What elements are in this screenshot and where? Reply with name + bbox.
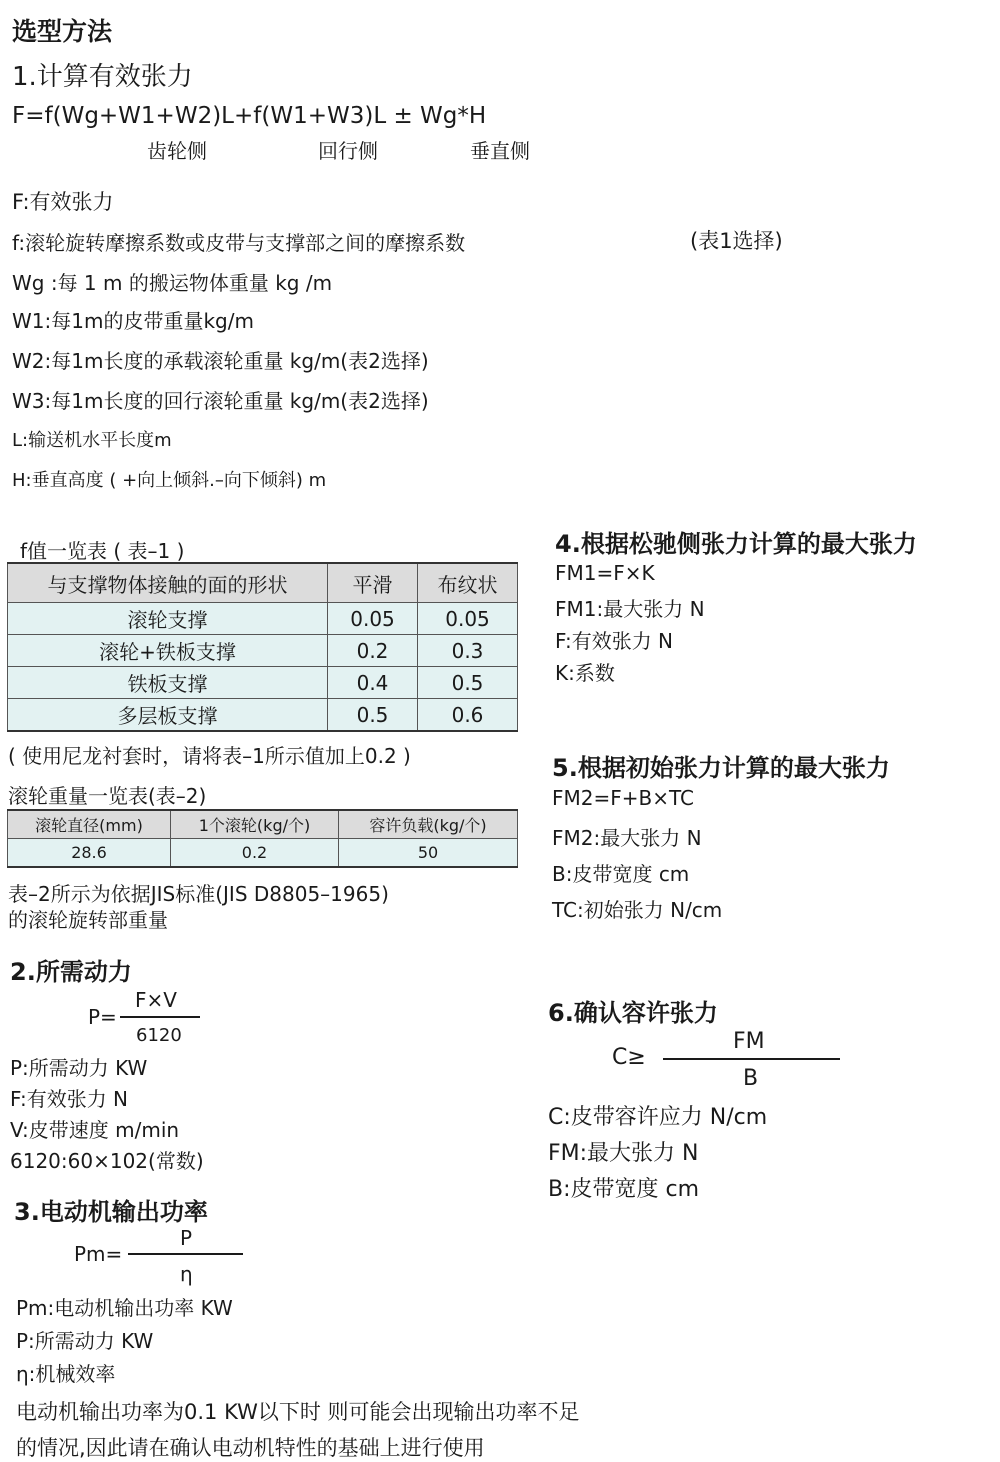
table1-caption: f值一览表 ( 表–1 ) — [20, 539, 185, 563]
table-header: 与支撑物体接触的面的形状 — [8, 563, 328, 603]
table2-caption: 滚轮重量一览表(表–2) — [8, 784, 207, 808]
def-L: L:输送机水平长度m — [12, 430, 172, 451]
table-row — [8, 699, 518, 732]
f-value-table — [7, 562, 518, 732]
section4-line: FM1=F×K — [555, 561, 655, 585]
table-cell: 0.4 — [328, 667, 418, 699]
def-W2: W2:每1m长度的承载滚轮重量 kg/m(表2选择) — [12, 349, 429, 373]
def-f-note: (表1选择) — [690, 229, 783, 253]
table-cell: 铁板支撑 — [8, 667, 328, 699]
def-P: P:所需动力 KW — [16, 1329, 154, 1353]
table-cell: 0.2 — [171, 839, 339, 868]
table-header: 布纹状 — [418, 563, 518, 603]
section4-line: K:系数 — [555, 661, 615, 685]
table-cell: 滚轮支撑 — [8, 603, 328, 635]
table-cell: 0.2 — [328, 635, 418, 667]
table-cell: 多层板支撑 — [8, 699, 328, 732]
table-cell: 0.05 — [328, 603, 418, 635]
table1-note: ( 使用尼龙衬套时，请将表–1所示值加上0.2 ) — [8, 744, 411, 768]
table-row — [8, 635, 518, 667]
table-row — [8, 667, 518, 699]
section5-line: FM2=F+B×TC — [552, 786, 694, 810]
def-eta: η:机械效率 — [16, 1362, 116, 1386]
def-constant: 6120:60×102(常数) — [10, 1149, 204, 1173]
table-row — [8, 603, 518, 635]
def-f: f:滚轮旋转摩擦系数或皮带与支撑部之间的摩擦系数 — [12, 231, 466, 255]
section2-heading: 2.所需动力 — [10, 958, 132, 986]
section3-note: 的情况,因此请在确认电动机特性的基础上进行使用 — [16, 1436, 485, 1460]
section1-heading: 1.计算有效张力 — [12, 62, 193, 92]
section5-heading: 5.根据初始张力计算的最大张力 — [552, 754, 890, 782]
section5-line: TC:初始张力 N/cm — [552, 898, 723, 922]
formula-denominator: 6120 — [136, 1025, 182, 1046]
table-cell: 滚轮+铁板支撑 — [8, 635, 328, 667]
table-cell: 0.5 — [328, 699, 418, 732]
table-header-row — [8, 810, 518, 839]
formula-label-gear: 齿轮侧 — [147, 139, 207, 163]
table-cell: 0.5 — [418, 667, 518, 699]
formula-lhs: P= — [88, 1005, 117, 1029]
formula-lhs: C≥ — [612, 1045, 646, 1070]
def-Wg: Wg :每 1 m 的搬运物体重量 kg /m — [12, 271, 333, 295]
roller-weight-table — [7, 809, 518, 868]
section6-line: C:皮带容许应力 N/cm — [548, 1105, 768, 1130]
section6-line: FM:最大张力 N — [548, 1141, 699, 1166]
table2-note: 的滚轮旋转部重量 — [8, 908, 168, 932]
formula-label-return: 回行侧 — [318, 139, 378, 163]
formula-label-vertical: 垂直侧 — [470, 139, 530, 163]
table-header: 平滑 — [328, 563, 418, 603]
table-cell: 0.3 — [418, 635, 518, 667]
formula-numerator: P — [180, 1226, 193, 1250]
formula-numerator: F×V — [135, 988, 177, 1012]
table-cell: 50 — [339, 839, 518, 868]
section5-line: B:皮带宽度 cm — [552, 862, 690, 886]
def-W3: W3:每1m长度的回行滚轮重量 kg/m(表2选择) — [12, 389, 429, 413]
section3-note: 电动机输出功率为0.1 KW以下时 则可能会出现输出功率不足 — [16, 1400, 580, 1424]
table-header: 1个滚轮(kg/个) — [171, 810, 339, 839]
section3-heading: 3.电动机输出功率 — [14, 1198, 208, 1226]
formula-numerator: FM — [733, 1029, 765, 1054]
section5-line: FM2:最大张力 N — [552, 826, 702, 850]
section6-line: B:皮带宽度 cm — [548, 1177, 700, 1202]
page-title: 选型方法 — [12, 17, 113, 46]
fraction-line — [663, 1058, 840, 1060]
def-P: P:所需动力 KW — [10, 1056, 148, 1080]
formula-denominator: B — [743, 1066, 759, 1091]
section4-heading: 4.根据松驰侧张力计算的最大张力 — [555, 530, 917, 558]
fraction-line — [120, 1016, 200, 1018]
def-W1: W1:每1m的皮带重量kg/m — [12, 309, 254, 333]
table-header-row — [8, 563, 518, 603]
section4-line: F:有效张力 N — [555, 629, 674, 653]
formula-denominator: η — [180, 1262, 193, 1286]
def-V: V:皮带速度 m/min — [10, 1118, 180, 1142]
def-F: F:有效张力 N — [10, 1087, 129, 1111]
def-Pm: Pm:电动机输出功率 KW — [16, 1296, 233, 1320]
table-cell: 0.6 — [418, 699, 518, 732]
table-header: 容许负载(kg/个) — [339, 810, 518, 839]
table-cell: 0.05 — [418, 603, 518, 635]
table-cell: 28.6 — [8, 839, 171, 868]
section4-line: FM1:最大张力 N — [555, 597, 705, 621]
table-row — [8, 839, 518, 868]
def-H: H:垂直高度 ( +向上倾斜.–向下倾斜) m — [12, 470, 327, 491]
def-F: F:有效张力 — [12, 190, 114, 214]
formula-lhs: Pm= — [74, 1242, 123, 1266]
fraction-line — [128, 1253, 243, 1255]
section1-formula: F=f(Wg+W1+W2)L+f(W1+W3)L ± Wg*H — [12, 103, 487, 129]
table2-note: 表–2所示为依据JIS标准(JIS D8805–1965) — [8, 882, 389, 906]
table-header: 滚轮直径(mm) — [8, 810, 171, 839]
section6-heading: 6.确认容许张力 — [548, 999, 718, 1027]
